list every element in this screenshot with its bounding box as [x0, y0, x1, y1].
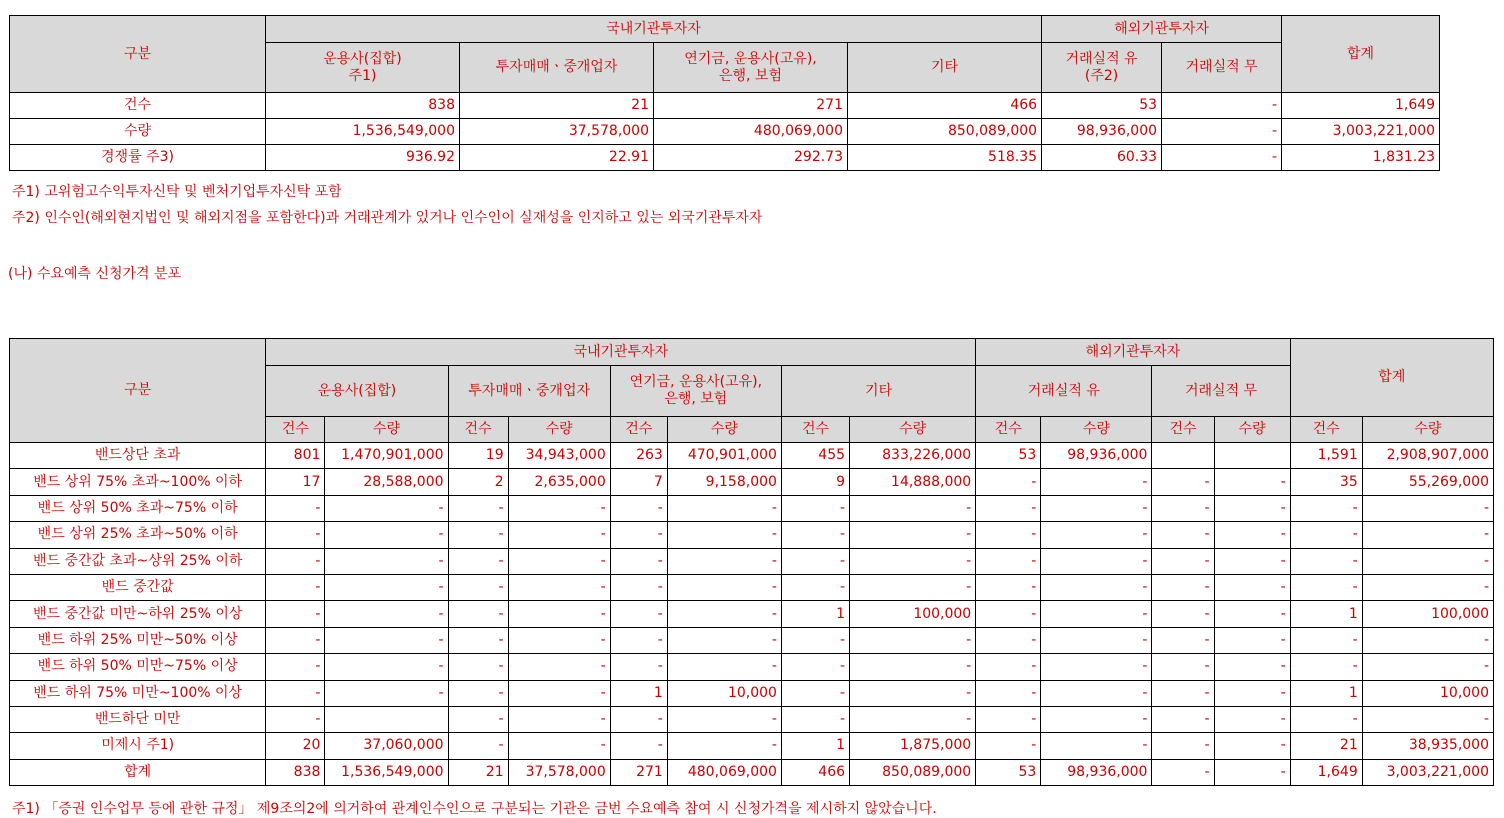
- table-cell: 466: [781, 759, 849, 785]
- section-title: (나) 수요예측 신청가격 분포: [8, 266, 182, 282]
- table-cell: -: [976, 469, 1041, 495]
- table-cell: -: [325, 680, 448, 706]
- table-cell: -: [1041, 548, 1152, 574]
- table-cell: -: [1214, 469, 1290, 495]
- subheader-count: 건수: [976, 417, 1041, 443]
- table-cell: -: [1162, 93, 1282, 119]
- table-row: [10, 522, 1494, 548]
- table-cell: 38,935,000: [1362, 733, 1493, 759]
- table-cell: 1: [1290, 680, 1362, 706]
- table-cell: 838: [266, 759, 325, 785]
- table-cell: 1,649: [1282, 93, 1440, 119]
- table-cell: -: [508, 574, 610, 600]
- table-cell: 1,470,901,000: [325, 443, 448, 469]
- table-row: [10, 601, 1494, 627]
- table-row: [10, 93, 1440, 119]
- header-category: 구분: [10, 339, 266, 443]
- table-cell: -: [508, 522, 610, 548]
- table-cell: 100,000: [850, 601, 976, 627]
- table-cell: -: [976, 522, 1041, 548]
- table-cell: -: [1362, 522, 1493, 548]
- table-cell: 10,000: [1362, 680, 1493, 706]
- table-cell: -: [1290, 574, 1362, 600]
- table-cell: -: [610, 522, 667, 548]
- table-cell: 35: [1290, 469, 1362, 495]
- header-group: 기타: [781, 366, 975, 417]
- table-cell: -: [448, 548, 508, 574]
- table-cell: -: [266, 627, 325, 653]
- table-cell: -: [448, 495, 508, 521]
- table-cell: -: [1290, 627, 1362, 653]
- table-cell: -: [508, 680, 610, 706]
- table-cell: -: [1290, 654, 1362, 680]
- table-cell: -: [1041, 601, 1152, 627]
- table-cell: 271: [610, 759, 667, 785]
- table-cell: 263: [610, 443, 667, 469]
- table-cell: 60.33: [1042, 145, 1162, 171]
- header-group: 연기금, 운용사(고유), 은행, 보험: [610, 366, 781, 417]
- table-cell: -: [448, 574, 508, 600]
- table-cell: -: [1152, 601, 1214, 627]
- table-cell: -: [781, 706, 849, 732]
- table-cell: 14,888,000: [850, 469, 976, 495]
- table-cell: -: [1152, 522, 1214, 548]
- table-cell: -: [1152, 469, 1214, 495]
- table-cell: 470,901,000: [667, 443, 781, 469]
- table-cell: 22.91: [460, 145, 654, 171]
- table-cell: -: [781, 574, 849, 600]
- table-cell: -: [1362, 495, 1493, 521]
- table-cell: 3,003,221,000: [1362, 759, 1493, 785]
- table-cell: -: [850, 627, 976, 653]
- table-cell: -: [325, 574, 448, 600]
- table-cell: -: [976, 601, 1041, 627]
- table-cell: -: [1362, 574, 1493, 600]
- table-cell: -: [850, 522, 976, 548]
- table-row: [10, 733, 1494, 759]
- table-cell: -: [1214, 680, 1290, 706]
- table-cell: -: [1214, 627, 1290, 653]
- table-cell: -: [610, 733, 667, 759]
- table-cell: -: [850, 574, 976, 600]
- table-cell: -: [325, 601, 448, 627]
- table-cell: -: [266, 680, 325, 706]
- table-cell: -: [976, 733, 1041, 759]
- table-cell: 37,578,000: [508, 759, 610, 785]
- table-row: [10, 654, 1494, 680]
- table-cell: -: [976, 680, 1041, 706]
- table-cell: -: [781, 548, 849, 574]
- table-cell: -: [325, 654, 448, 680]
- row-label: 밴드 상위 25% 초과~50% 이하: [10, 522, 266, 548]
- table-row: [10, 443, 1494, 469]
- competition-table: [9, 15, 1440, 171]
- table-cell: -: [667, 522, 781, 548]
- table-cell: -: [1152, 706, 1214, 732]
- table-cell: -: [610, 627, 667, 653]
- row-label: 밴드 하위 75% 미만~100% 이상: [10, 680, 266, 706]
- header-group: 운용사(집합): [266, 366, 448, 417]
- header-col: 운용사(집합) 주1): [266, 43, 460, 93]
- table-cell: 53: [976, 759, 1041, 785]
- subheader-count: 건수: [448, 417, 508, 443]
- table-cell: -: [667, 654, 781, 680]
- table-cell: -: [781, 680, 849, 706]
- table-cell: -: [1214, 706, 1290, 732]
- table-cell: [1214, 443, 1290, 469]
- table-row: [10, 145, 1440, 171]
- table-cell: 98,936,000: [1041, 443, 1152, 469]
- table-cell: -: [508, 706, 610, 732]
- table-cell: -: [667, 601, 781, 627]
- table-cell: -: [1362, 654, 1493, 680]
- row-label: 밴드하단 미만: [10, 706, 266, 732]
- table-cell: -: [1214, 759, 1290, 785]
- header-category: 구분: [10, 16, 266, 93]
- table-cell: -: [850, 495, 976, 521]
- subheader-count: 건수: [1290, 417, 1362, 443]
- table-cell: 2: [448, 469, 508, 495]
- table-cell: -: [448, 627, 508, 653]
- table-cell: 9,158,000: [667, 469, 781, 495]
- row-label: 밴드 중간값: [10, 574, 266, 600]
- table-cell: 480,069,000: [654, 119, 848, 145]
- table-cell: 21: [460, 93, 654, 119]
- table-cell: 850,089,000: [848, 119, 1042, 145]
- row-label: 합계: [10, 759, 266, 785]
- table-cell: 1: [1290, 601, 1362, 627]
- header-total: 합계: [1282, 16, 1440, 93]
- table-row: [10, 627, 1494, 653]
- table-cell: 98,936,000: [1042, 119, 1162, 145]
- row-label: 건수: [10, 93, 266, 119]
- table-cell: 480,069,000: [667, 759, 781, 785]
- table-cell: -: [1214, 574, 1290, 600]
- table-cell: -: [325, 522, 448, 548]
- subheader-count: 건수: [781, 417, 849, 443]
- table-cell: 9: [781, 469, 849, 495]
- table-row: [10, 495, 1494, 521]
- table-cell: -: [1290, 495, 1362, 521]
- table-cell: -: [1152, 759, 1214, 785]
- table-cell: -: [448, 733, 508, 759]
- row-label: 미제시 주1): [10, 733, 266, 759]
- header-col: 기타: [848, 43, 1042, 93]
- table-cell: -: [1152, 495, 1214, 521]
- table-cell: -: [976, 548, 1041, 574]
- table-cell: 833,226,000: [850, 443, 976, 469]
- table-cell: -: [1041, 627, 1152, 653]
- row-label: 수량: [10, 119, 266, 145]
- subheader-qty: 수량: [1362, 417, 1493, 443]
- table-cell: -: [850, 548, 976, 574]
- table-cell: -: [1041, 706, 1152, 732]
- table-cell: -: [610, 654, 667, 680]
- table-row: [10, 680, 1494, 706]
- table-cell: -: [266, 601, 325, 627]
- table-cell: 1,536,549,000: [266, 119, 460, 145]
- subheader-qty: 수량: [667, 417, 781, 443]
- table-cell: -: [976, 627, 1041, 653]
- table-cell: -: [1214, 548, 1290, 574]
- table-cell: -: [508, 654, 610, 680]
- header-total: 합계: [1290, 339, 1493, 417]
- table-cell: -: [667, 574, 781, 600]
- subheader-qty: 수량: [325, 417, 448, 443]
- table-cell: -: [266, 574, 325, 600]
- table-cell: -: [448, 654, 508, 680]
- table-cell: 1,831.23: [1282, 145, 1440, 171]
- table-cell: 28,588,000: [325, 469, 448, 495]
- table-cell: -: [1041, 522, 1152, 548]
- table-cell: -: [781, 495, 849, 521]
- header-domestic: 국내기관투자자: [266, 339, 976, 366]
- header-domestic: 국내기관투자자: [266, 16, 1042, 43]
- table-cell: 19: [448, 443, 508, 469]
- table-cell: -: [266, 706, 325, 732]
- header-col: 투자매매ㆍ중개업자: [460, 43, 654, 93]
- table-cell: 53: [1042, 93, 1162, 119]
- table-cell: -: [1214, 522, 1290, 548]
- header-foreign: 해외기관투자자: [976, 339, 1290, 366]
- table-cell: -: [1214, 733, 1290, 759]
- subheader-qty: 수량: [1214, 417, 1290, 443]
- table-cell: -: [1162, 119, 1282, 145]
- subheader-count: 건수: [1152, 417, 1214, 443]
- table-cell: 1,875,000: [850, 733, 976, 759]
- row-label: 밴드 하위 50% 미만~75% 이상: [10, 654, 266, 680]
- table-cell: 1: [610, 680, 667, 706]
- table-cell: -: [508, 733, 610, 759]
- table-cell: 455: [781, 443, 849, 469]
- table-cell: 17: [266, 469, 325, 495]
- table-cell: -: [1152, 627, 1214, 653]
- table-cell: -: [266, 654, 325, 680]
- table-cell: -: [1162, 145, 1282, 171]
- table-cell: -: [976, 654, 1041, 680]
- row-label: 밴드 상위 75% 초과~100% 이하: [10, 469, 266, 495]
- table-cell: -: [1041, 469, 1152, 495]
- header-group: 거래실적 무: [1152, 366, 1290, 417]
- table-cell: -: [1362, 706, 1493, 732]
- table-row: [10, 574, 1494, 600]
- table-cell: -: [850, 706, 976, 732]
- table-cell: -: [1214, 654, 1290, 680]
- table-cell: -: [667, 706, 781, 732]
- table-cell: -: [508, 601, 610, 627]
- table-cell: -: [1152, 680, 1214, 706]
- table-cell: -: [448, 601, 508, 627]
- table-cell: -: [508, 495, 610, 521]
- row-label: 경쟁률 주3): [10, 145, 266, 171]
- table-cell: -: [610, 495, 667, 521]
- table-cell: -: [667, 627, 781, 653]
- table-cell: -: [1362, 548, 1493, 574]
- table-cell: 98,936,000: [1041, 759, 1152, 785]
- table-cell: -: [1362, 627, 1493, 653]
- table-cell: -: [325, 495, 448, 521]
- table-cell: -: [667, 495, 781, 521]
- note-2: 주2) 인수인(해외현지법인 및 해외지점을 포함한다)과 거래관계가 있거나 인수인이 실재성을 인지하고 있는 외국기관투자자: [12, 210, 763, 226]
- table-cell: -: [1214, 601, 1290, 627]
- table-cell: -: [448, 706, 508, 732]
- table-cell: 55,269,000: [1362, 469, 1493, 495]
- price-distribution-table: [9, 338, 1494, 786]
- table-cell: -: [1152, 654, 1214, 680]
- table-cell: -: [508, 548, 610, 574]
- table-cell: -: [667, 733, 781, 759]
- competition-table-body: [10, 93, 1440, 171]
- table-cell: 3,003,221,000: [1282, 119, 1440, 145]
- table-cell: -: [325, 627, 448, 653]
- table-cell: -: [266, 548, 325, 574]
- table-cell: -: [610, 601, 667, 627]
- table-cell: 850,089,000: [850, 759, 976, 785]
- table-cell: -: [1041, 574, 1152, 600]
- table-cell: -: [1041, 654, 1152, 680]
- header-col: 연기금, 운용사(고유), 은행, 보험: [654, 43, 848, 93]
- table-cell: 100,000: [1362, 601, 1493, 627]
- note-1: 주1) 고위험고수익투자신탁 및 벤처기업투자신탁 포함: [12, 184, 342, 200]
- header-group: 투자매매ㆍ중개업자: [448, 366, 610, 417]
- table-row: [10, 706, 1494, 732]
- table-cell: 21: [1290, 733, 1362, 759]
- table-cell: -: [266, 522, 325, 548]
- table-cell: 271: [654, 93, 848, 119]
- row-label: 밴드 중간값 미만~하위 25% 이상: [10, 601, 266, 627]
- table-cell: 466: [848, 93, 1042, 119]
- table-row: [10, 119, 1440, 145]
- table-cell: 292.73: [654, 145, 848, 171]
- table-cell: 1: [781, 601, 849, 627]
- table-cell: 1: [781, 733, 849, 759]
- table-row: [10, 469, 1494, 495]
- table-cell: -: [1290, 706, 1362, 732]
- table-cell: -: [610, 706, 667, 732]
- table-cell: 1,649: [1290, 759, 1362, 785]
- header-group: 거래실적 유: [976, 366, 1152, 417]
- table-cell: 7: [610, 469, 667, 495]
- table-cell: 21: [448, 759, 508, 785]
- subheader-count: 건수: [266, 417, 325, 443]
- row-label: 밴드 하위 25% 미만~50% 이상: [10, 627, 266, 653]
- table-cell: -: [448, 680, 508, 706]
- subheader-qty: 수량: [508, 417, 610, 443]
- table-cell: -: [610, 574, 667, 600]
- row-label: 밴드상단 초과: [10, 443, 266, 469]
- table-cell: 34,943,000: [508, 443, 610, 469]
- table-cell: -: [508, 627, 610, 653]
- table-cell: -: [448, 522, 508, 548]
- table-cell: 1,591: [1290, 443, 1362, 469]
- table-cell: 1,536,549,000: [325, 759, 448, 785]
- table-cell: -: [667, 548, 781, 574]
- table-cell: 37,578,000: [460, 119, 654, 145]
- table-cell: -: [850, 654, 976, 680]
- table-cell: -: [781, 654, 849, 680]
- table-cell: -: [976, 574, 1041, 600]
- subheader-count: 건수: [610, 417, 667, 443]
- note-3: 주1) 「증권 인수업무 등에 관한 규정」 제9조의2에 의거하여 관계인수인으로 구분되는 기관은 금번 수요예측 참여 시 신청가격을 제시하지 않았습니다.: [12, 801, 937, 817]
- table-cell: [325, 706, 448, 732]
- table-cell: 20: [266, 733, 325, 759]
- table-cell: 801: [266, 443, 325, 469]
- subheader-qty: 수량: [850, 417, 976, 443]
- table-cell: -: [1290, 522, 1362, 548]
- table-cell: -: [610, 548, 667, 574]
- table-cell: -: [850, 680, 976, 706]
- table-cell: -: [325, 548, 448, 574]
- row-label: 밴드 중간값 초과~상위 25% 이하: [10, 548, 266, 574]
- table-cell: -: [976, 706, 1041, 732]
- table-cell: 936.92: [266, 145, 460, 171]
- table-cell: -: [1041, 680, 1152, 706]
- table-cell: 518.35: [848, 145, 1042, 171]
- table-cell: -: [1152, 548, 1214, 574]
- row-label: 밴드 상위 50% 초과~75% 이하: [10, 495, 266, 521]
- table-cell: 838: [266, 93, 460, 119]
- price-distribution-table-body: [10, 443, 1494, 786]
- table-cell: -: [1152, 733, 1214, 759]
- header-foreign: 해외기관투자자: [1042, 16, 1282, 43]
- table-cell: 2,908,907,000: [1362, 443, 1493, 469]
- header-col: 거래실적 유 (주2): [1042, 43, 1162, 93]
- table-cell: -: [1041, 733, 1152, 759]
- table-cell: -: [1214, 495, 1290, 521]
- table-cell: -: [1290, 548, 1362, 574]
- header-col: 거래실적 무: [1162, 43, 1282, 93]
- table-cell: -: [1041, 495, 1152, 521]
- table-cell: 10,000: [667, 680, 781, 706]
- table-cell: -: [976, 495, 1041, 521]
- table-cell: -: [1152, 574, 1214, 600]
- table-cell: -: [781, 627, 849, 653]
- subheader-qty: 수량: [1041, 417, 1152, 443]
- table-row: [10, 759, 1494, 785]
- table-row: [10, 548, 1494, 574]
- table-cell: -: [266, 495, 325, 521]
- table-cell: -: [781, 522, 849, 548]
- table-cell: 2,635,000: [508, 469, 610, 495]
- table-cell: 37,060,000: [325, 733, 448, 759]
- table-cell: 53: [976, 443, 1041, 469]
- table-cell: [1152, 443, 1214, 469]
